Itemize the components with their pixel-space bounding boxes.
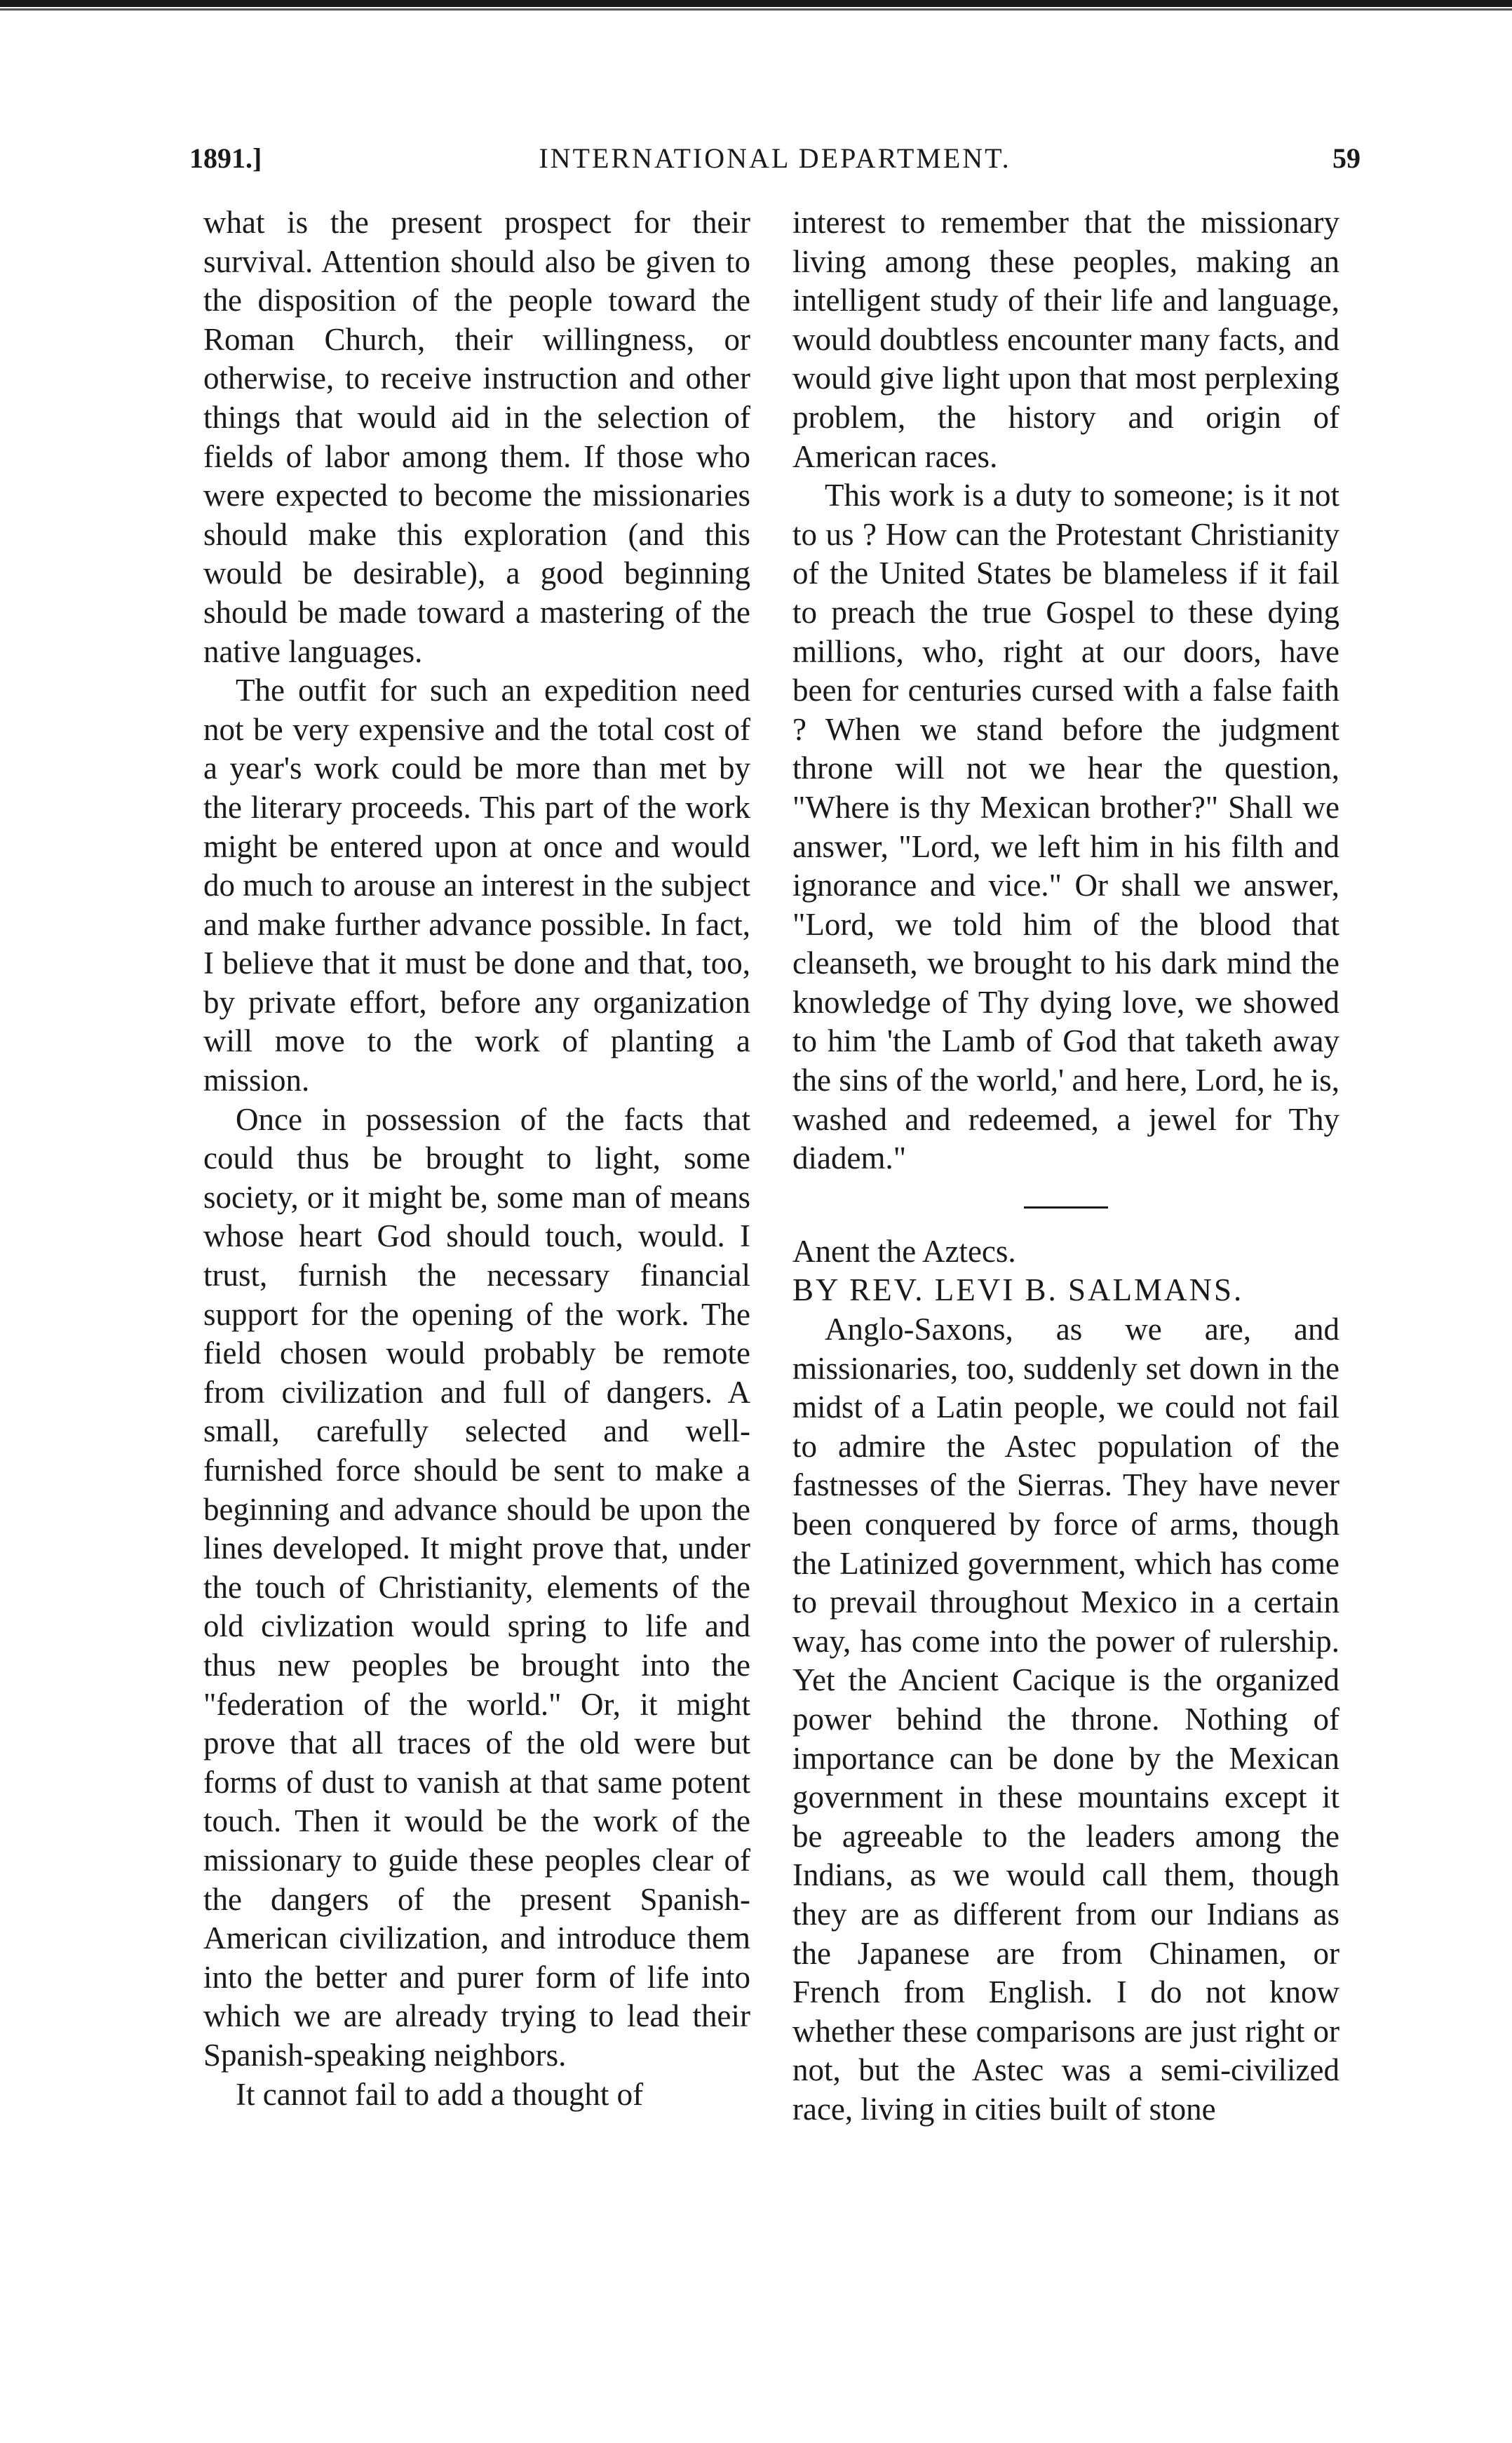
left-column	[203, 203, 750, 2114]
paragraph: This work is a duty to someone; is it not to us ? How can the Protestant Christianity of the United States be blameless if it fail to preach the true Gospel to these dying millions, who, right at our doors, have been for centuries cursed with a false faith ? When we stand before the judgment throne will not we hear the question, "Where is thy Mexican brother?" Shall we answer, "Lord, we left him in his filth and ignorance and vice." Or shall we answer, "Lord, we told him of the blood that cleanseth, we brought to his dark mind the knowledge of Thy dying love, we showed to him 'the Lamb of God that taketh away the sins of the world,' and here, Lord, he is, washed and redeemed, a jewel for Thy diadem."	[792, 478, 1339, 1176]
header-title: INTERNATIONAL DEPARTMENT.	[539, 142, 1011, 174]
page-top-border-thin	[0, 8, 1512, 11]
paragraph: Once in possession of the facts that could thus be brought to light, some society, or it might be, some man of means whose heart God should touch, would. I trust, furnish the necessary financial support for the opening of the work. The field chosen would probably be remote from civilization and full of dangers. A small, carefully selected and well-furnished force should be sent to make a beginning and advance should be upon the lines developed. It might prove that, under the touch of Christianity, elements of the old civlization would spring to life and thus new peoples be brought into the "federation of the world." Or, it might prove that all traces of the old were but forms of dust to vanish at that same potent touch. Then it would be the work of the missionary to guide these peoples clear of the dangers of the present Spanish-American civilization, and introduce them into the better and purer form of life into which we are already trying to lead their Spanish-speaking neighbors.	[203, 1101, 750, 2073]
page-number: 59	[1332, 142, 1361, 174]
paragraph: what is the present prospect for their survival. Attention should also be given to the disposition of the people toward the Roman Church, their willingness, or otherwise, to receive instruction and other things that would aid in the selection of fields of labor among them. If those who were expected to become the missionaries should make this exploration (and this would be desirable), a good beginning should be made toward a mastering of the native languages.	[203, 205, 750, 669]
paragraph: interest to remember that the missionary living among these peoples, making an intelligent study of their life and language, would doubtless encounter many facts, and would give light upon that most perplexing problem, the history and origin of American races.	[792, 205, 1339, 474]
right-column	[792, 203, 1339, 2129]
section-divider	[1024, 1206, 1108, 1209]
running-header	[189, 137, 1361, 180]
article-title: Anent the Aztecs.	[792, 1233, 1016, 1269]
paragraph: Anglo-Saxons, as we are, and missionaries, too, suddenly set down in the midst of a Latin people, we could not fail to admire the Astec population of the fastnesses of the Sierras. They have never been conquered by force of arms, though the Latinized government, which has come to prevail throughout Mexico in a certain way, has come into the power of rulership. Yet the Ancient Cacique is the organized power behind the throne. Nothing of importance can be done by the Mexican government in these mountains except it be agreeable to the leaders among the Indians, as we would call them, though they are as different from our Indians as the Japanese are from Chinamen, or French from English. I do not know whether these comparisons are just right or not, but the Astec was a semi-civilized race, living in cities built of stone	[792, 1312, 1339, 2127]
paragraph: The outfit for such an expedition need not be very expensive and the total cost of a year's work could be more than met by the literary proceeds. This part of the work might be entered upon at once and would do much to arouse an interest in the subject and make further advance possible. In fact, I believe that it must be done and that, too, by private effort, before any organization will move to the work of planting a mission.	[203, 673, 750, 1098]
header-year: 1891.]	[189, 142, 262, 174]
page-top-border	[0, 0, 1512, 7]
article-byline: BY REV. LEVI B. SALMANS.	[792, 1272, 1244, 1308]
paragraph: It cannot fail to add a thought of	[236, 2076, 644, 2112]
